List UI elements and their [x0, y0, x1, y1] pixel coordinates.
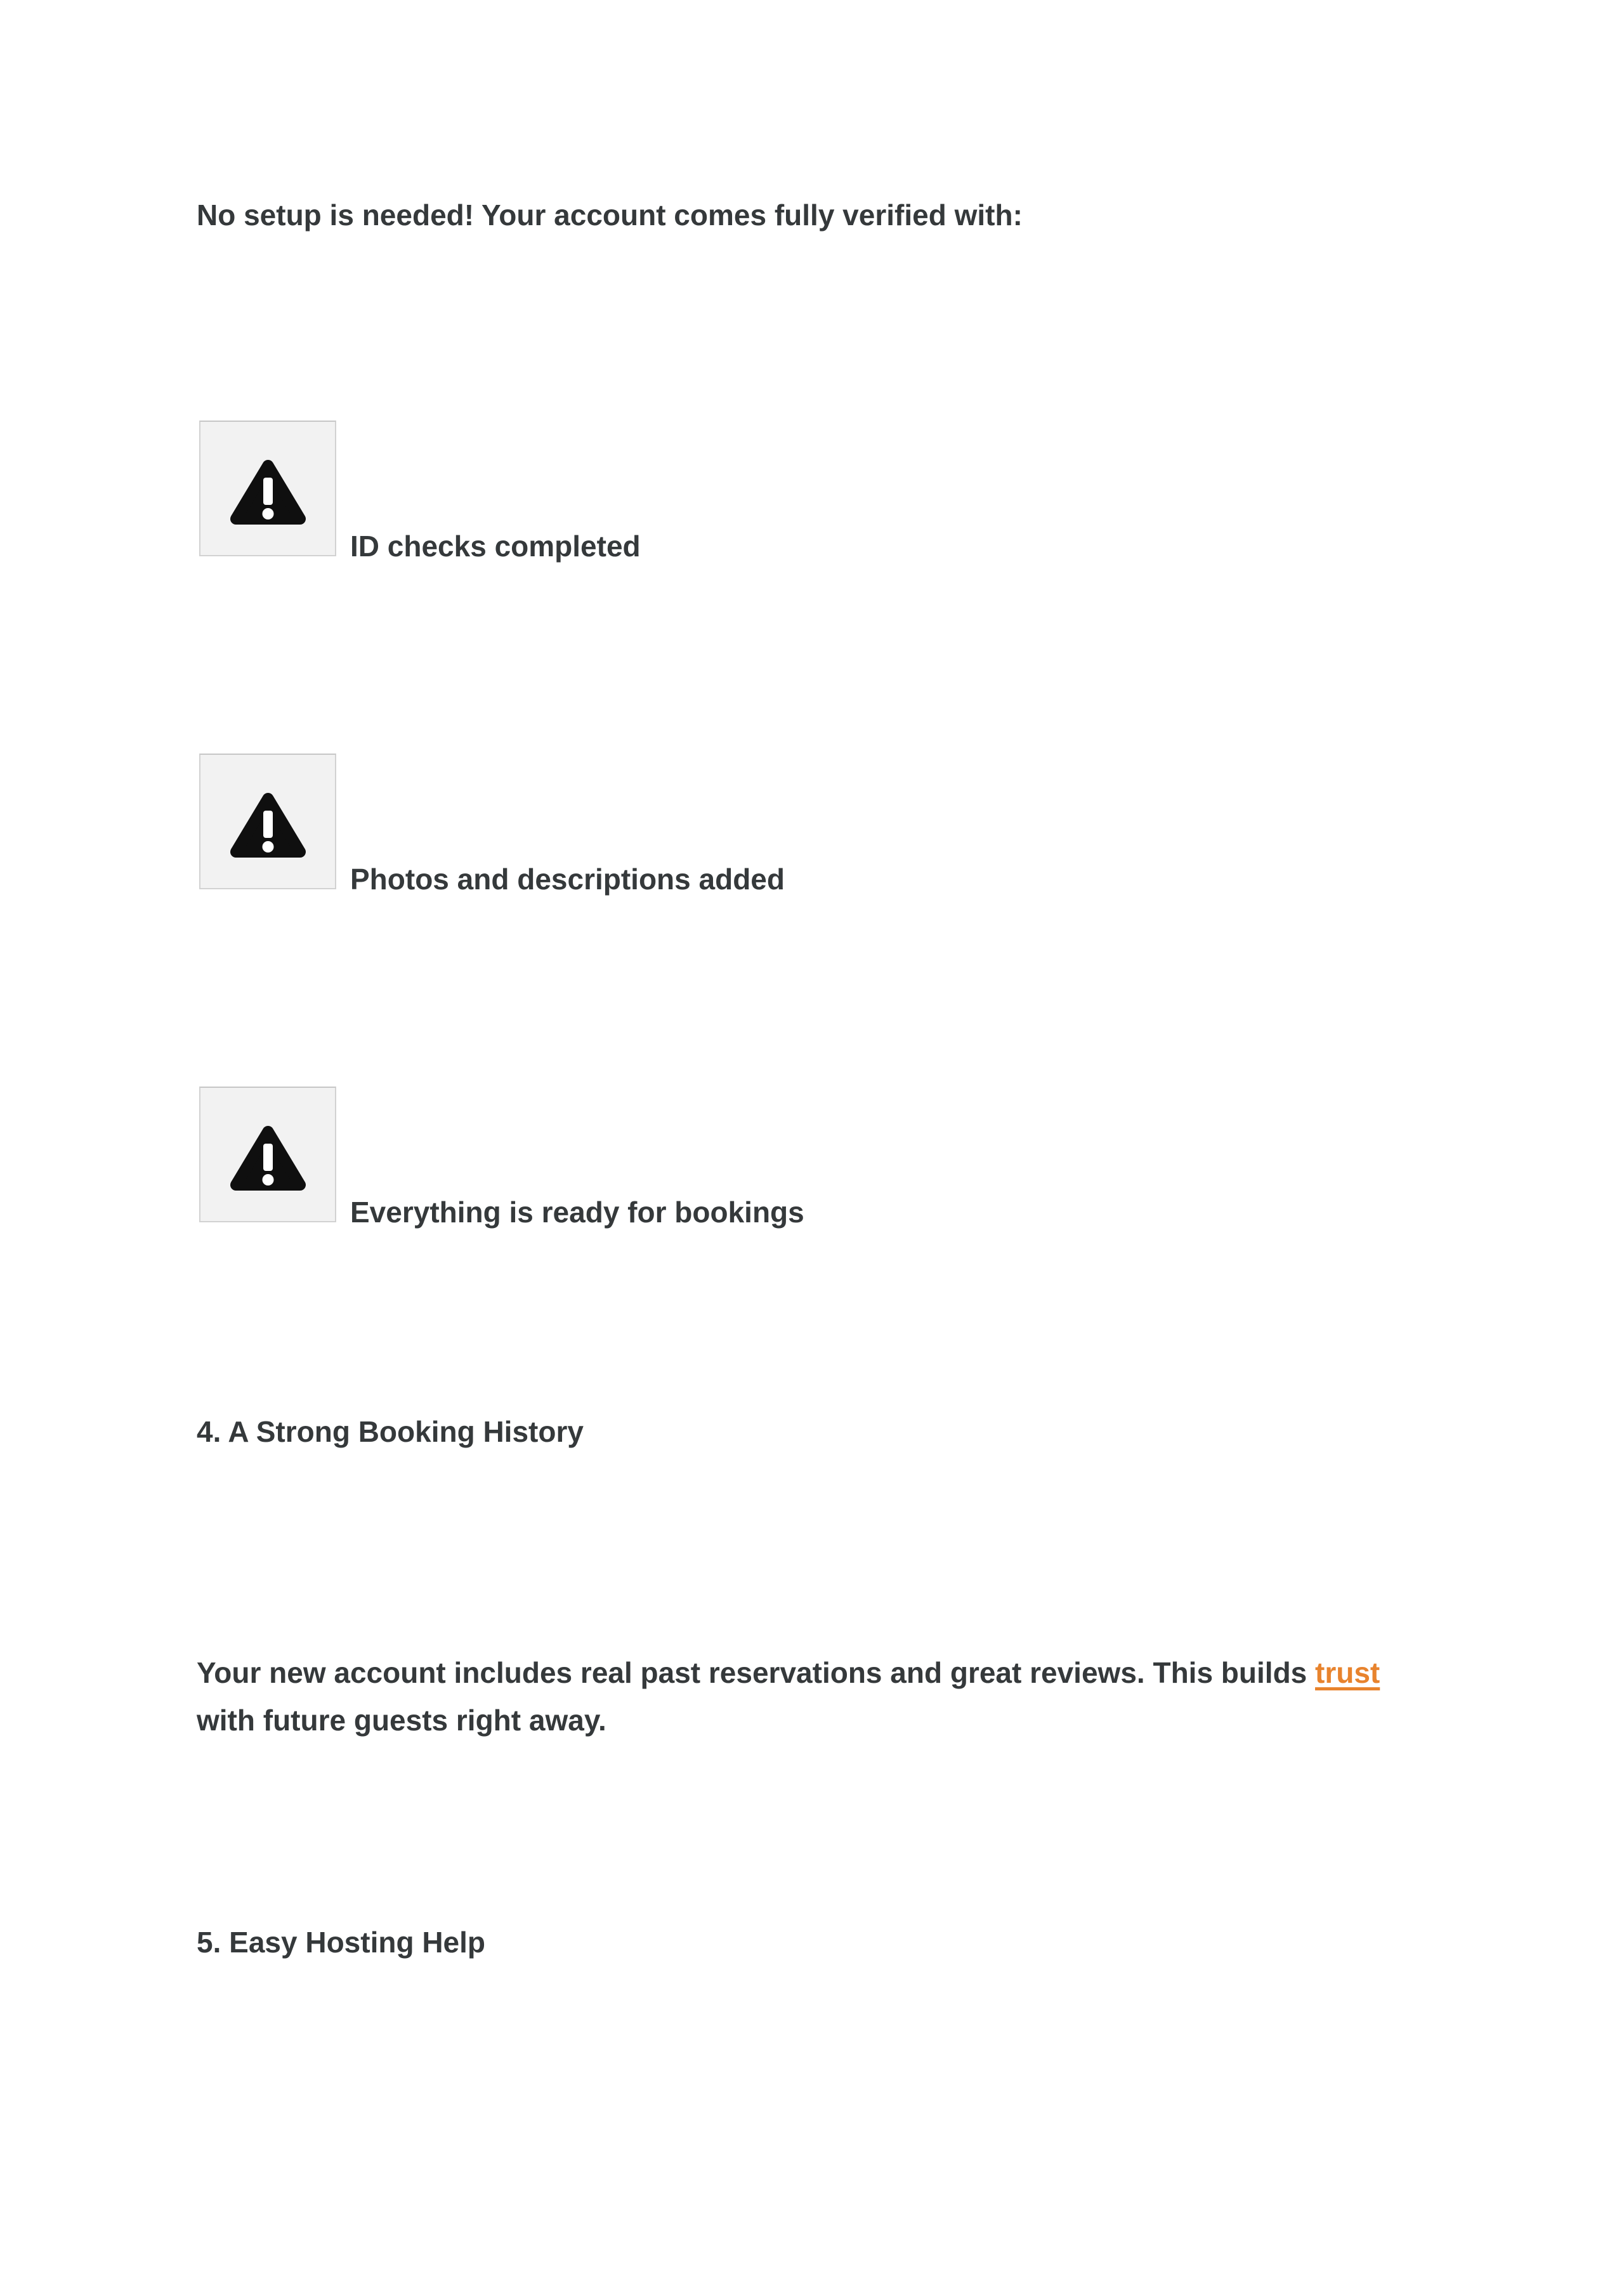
section-4-heading: 4. A Strong Booking History — [197, 1415, 584, 1448]
broken-image-placeholder — [199, 1087, 336, 1222]
verification-label: Everything is ready for bookings — [350, 1196, 804, 1229]
verification-row-ready — [199, 1087, 804, 1229]
section-5-heading: 5. Easy Hosting Help — [197, 1926, 486, 1959]
verification-row-id-checks — [199, 421, 641, 563]
verification-label: Photos and descriptions added — [350, 863, 785, 896]
trust-link[interactable]: trust — [1315, 1656, 1380, 1689]
warning-triangle-icon — [228, 790, 308, 861]
warning-triangle-icon — [228, 457, 308, 528]
broken-image-placeholder — [199, 754, 336, 889]
paragraph-text-before-link: Your new account includes real past reservations and great reviews. This builds — [197, 1656, 1316, 1689]
verification-row-photos — [199, 754, 785, 896]
booking-history-paragraph — [197, 1649, 1427, 1744]
broken-image-placeholder — [199, 421, 336, 556]
intro-heading: No setup is needed! Your account comes fully verified with: — [197, 199, 1023, 232]
warning-triangle-icon — [228, 1123, 308, 1194]
verification-label: ID checks completed — [350, 530, 641, 563]
paragraph-text-after-link: with future guests right away. — [197, 1704, 606, 1737]
